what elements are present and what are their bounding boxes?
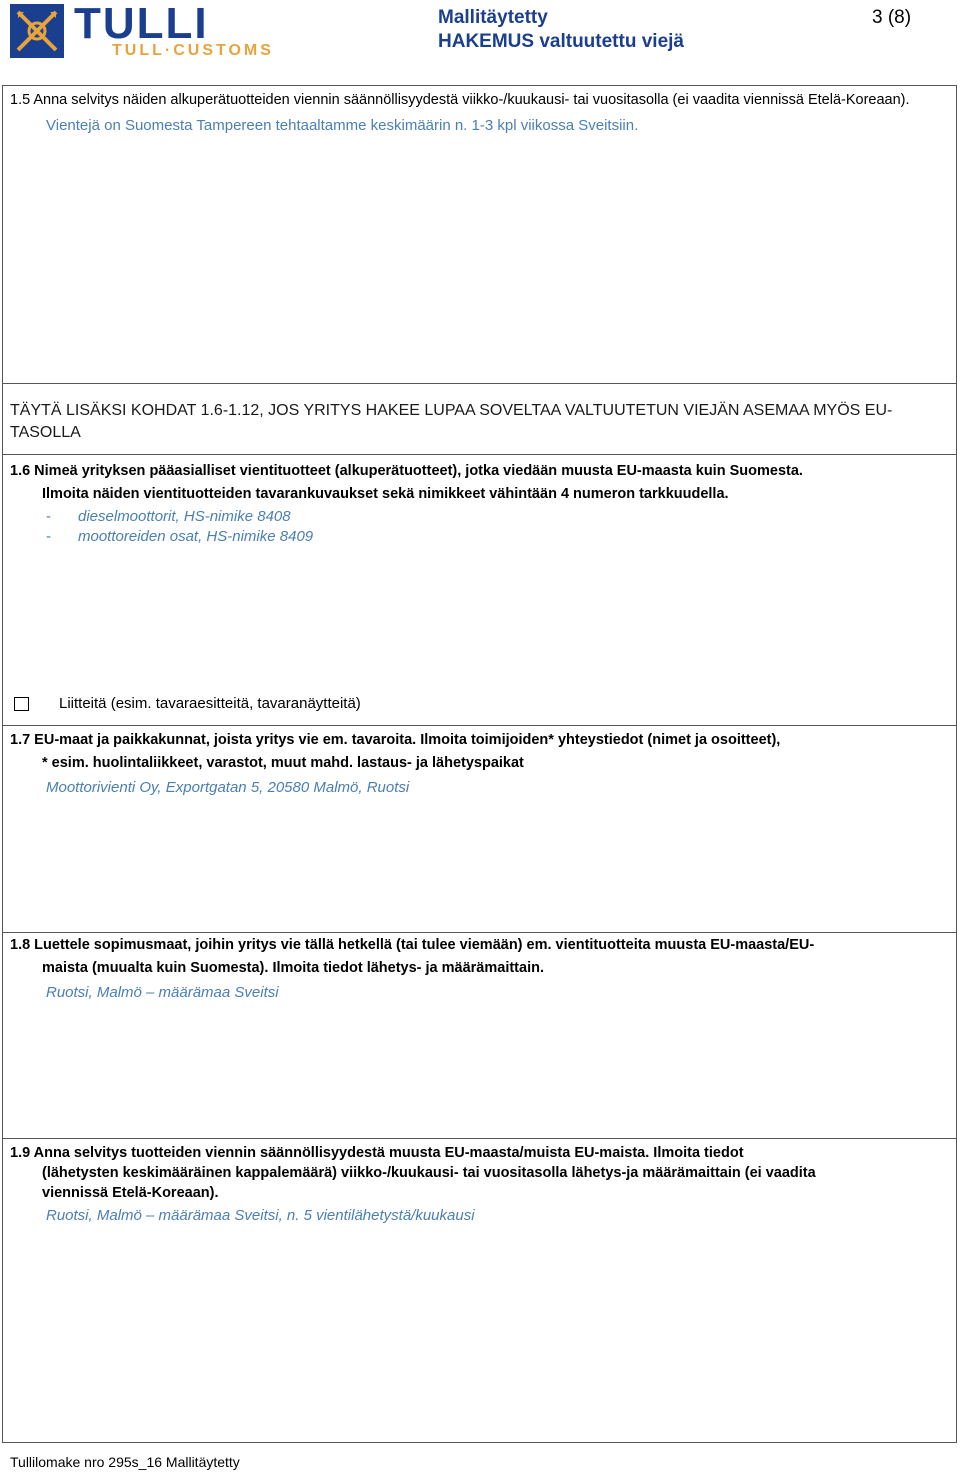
brand-subtitle: TULL·CUSTOMS [112,42,274,59]
section-1-7 [10,730,940,798]
question-1-8 [10,935,940,978]
attachments-checkbox[interactable] [14,697,29,711]
section-1-6 [10,461,940,547]
answer-1-7[interactable]: Moottorivienti Oy, Exportgatan 5, 20580 Malmö, Ruotsi [46,779,410,796]
eu-level-notice: TÄYTÄ LISÄKSI KOHDAT 1.6-1.12, JOS YRITYS HAKEE LUPAA SOVELTAA VALTUUTETUN VIEJÄN ASEMAA MYÖS EU-TASOLLA [10,402,893,441]
list-dash: - [46,528,51,545]
question-1-9-line3: viennissä Etelä-Koreaan). [42,1185,219,1201]
question-1-7-line2: * esim. huolintaliikkeet, varastot, muut mahd. lastaus- ja lähetyspaikat [42,755,524,771]
attachments-label: Liitteitä (esim. tavaraesitteitä, tavaranäytteitä) [59,695,361,712]
question-1-8-line2: maista (muualta kuin Suomesta). Ilmoita tiedot lähetys- ja määrämaittain. [42,960,544,976]
question-1-6 [10,461,940,504]
page-number: 3 (8) [872,7,912,28]
question-1-7-line1: 1.7 EU-maat ja paikkakunnat, joista yritys vie em. tavaroita. Ilmoita toimijoiden* yhteystiedot (nimet ja osoitteet), [10,732,781,748]
answer-1-8[interactable]: Ruotsi, Malmö – määrämaa Sveitsi [46,984,279,1001]
section-divider [2,725,957,726]
list-item [10,527,940,547]
list-item [10,507,940,527]
document-title-line2: HAKEMUS valtuutettu viejä [438,31,684,52]
form-footer: Tullilomake nro 295s_16 Mallitäytetty [10,1454,240,1470]
answer-1-9[interactable]: Ruotsi, Malmö – määrämaa Sveitsi, n. 5 vientilähetystä/kuukausi [46,1207,475,1224]
answer-1-5[interactable]: Vientejä on Suomesta Tampereen tehtaaltamme keskimäärin n. 1-3 kpl viikossa Sveitsiin. [46,117,639,134]
question-1-9-line1: 1.9 Anna selvitys tuotteiden viennin säännöllisyydestä muusta EU-maasta/muista EU-maista. Ilmoita tiedot [10,1145,744,1161]
attachments-row [14,694,361,714]
section-divider [2,932,957,933]
tulli-logo [10,0,295,62]
page-header [0,0,960,80]
section-1-8 [10,935,940,1003]
product-list[interactable] [10,507,940,547]
list-dash: - [46,508,51,525]
brand-name: TULLI [74,0,209,48]
document-title [438,6,684,54]
section-divider [2,454,957,455]
product-item-text: moottoreiden osat, HS-nimike 8409 [78,528,314,545]
section-divider [2,383,957,384]
question-1-6-line1: 1.6 Nimeä yrityksen pääasialliset vientituotteet (alkuperätuotteet), jotka viedään muusta EU-maasta kuin Suomesta. [10,463,803,479]
question-1-9-line2: (lähetysten keskimääräinen kappalemäärä) viikko-/kuukausi- tai vuositasolla lähetys-ja määrämaittain (ei vaadita [42,1165,816,1181]
document-title-line1: Mallitäytetty [438,7,548,28]
question-1-6-line2: Ilmoita näiden vientituotteiden tavarankuvaukset sekä nimikkeet vähintään 4 numeron tarkkuudella. [42,486,729,502]
question-1-9 [10,1143,940,1203]
product-item-text: dieselmoottorit, HS-nimike 8408 [78,508,291,525]
question-1-7 [10,730,940,773]
question-1-5: 1.5 Anna selvitys näiden alkuperätuotteiden viennin säännöllisyydestä viikko-/kuukausi- tai vuositasolla (ei vaadita viennissä Etelä-Koreaan). [10,92,910,108]
section-1-9 [10,1143,940,1226]
section-1-5 [10,90,940,136]
question-1-8-line1: 1.8 Luettele sopimusmaat, joihin yritys vie tällä hetkellä (tai tulee viemään) em. vientituotteita muusta EU-maasta/EU- [10,937,815,953]
customs-emblem-icon [10,4,64,58]
section-divider [2,1138,957,1139]
